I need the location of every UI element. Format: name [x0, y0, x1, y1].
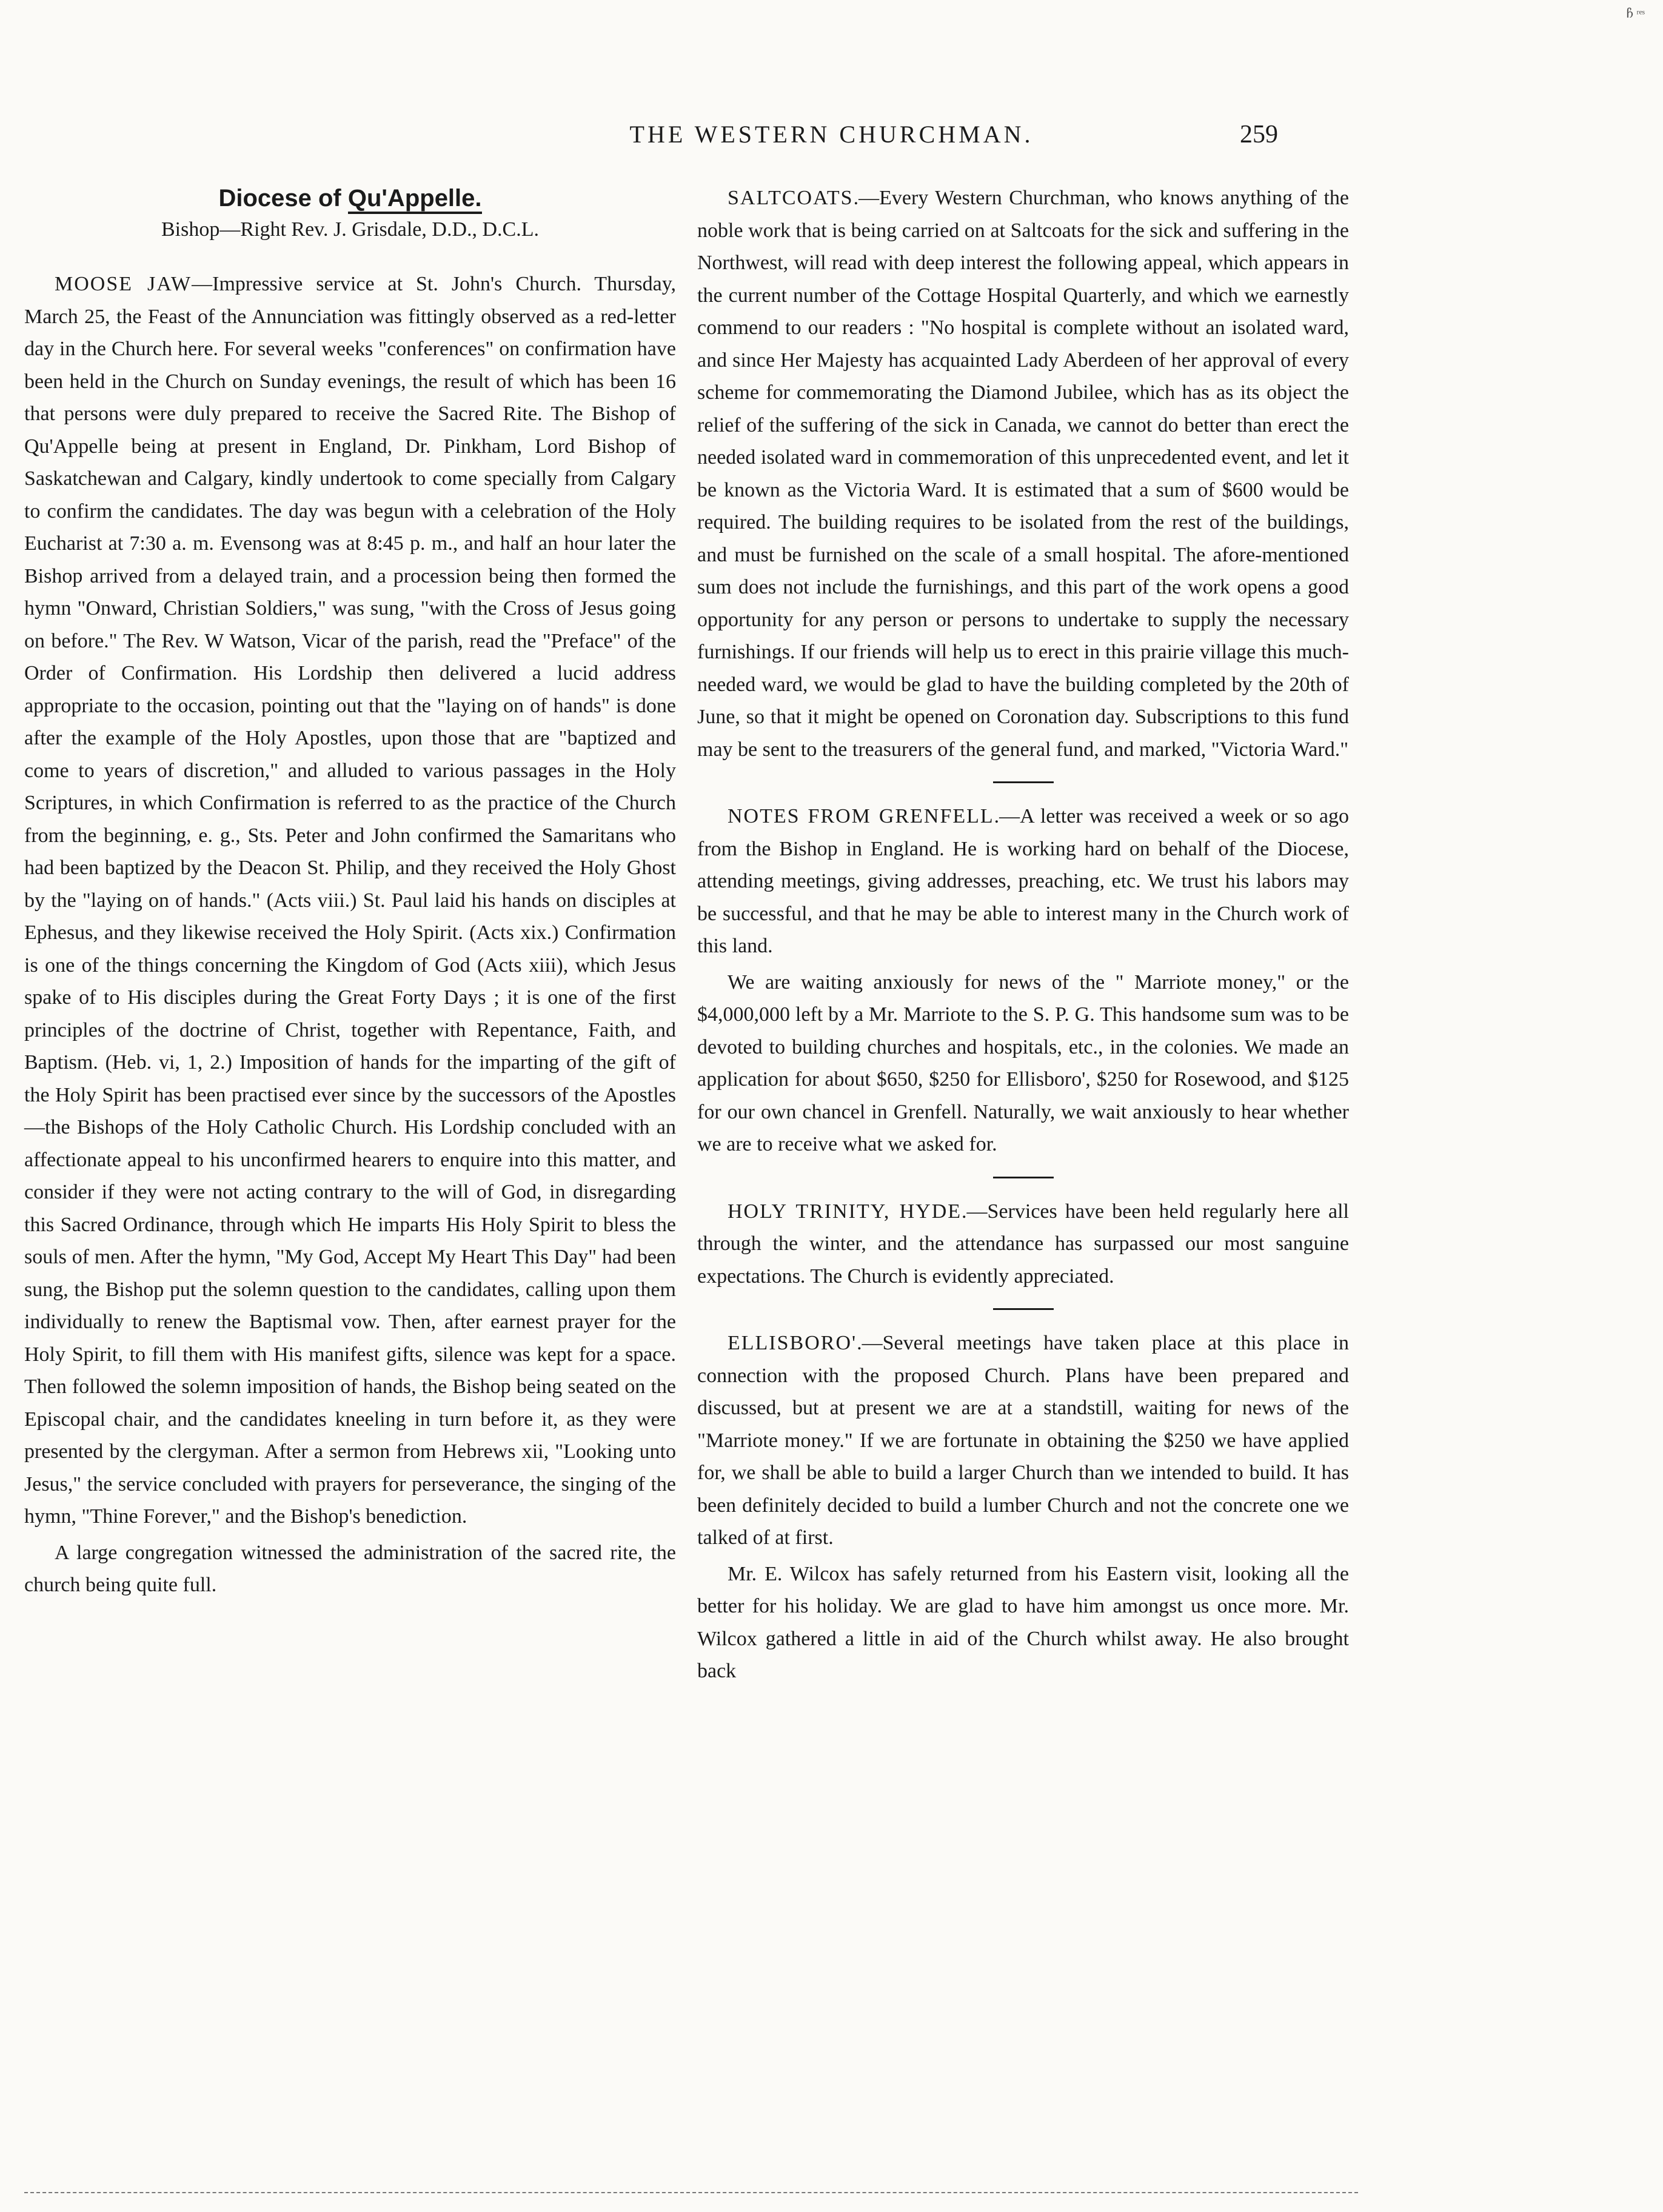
section-divider	[993, 781, 1054, 783]
page-bottom-edge	[24, 2192, 1358, 2193]
diocese-name: Qu'Appelle.	[348, 185, 482, 214]
article-moose-jaw-body: —Impressive service at St. John's Church. Thursday, March 25, the Feast of the Annunciation was fittingly observed as a red-letter day in the Church here. For several weeks "conferences" on confirmation have been held in the Church on Sunday evenings, the result of which has been 16 that persons were duly prepared to receive the Sacred Rite. The Bishop of Qu'Appelle being at present in England, Dr. Pinkham, Lord Bishop of Saskatchewan and Calgary, kindly undertook to come specially from Calgary to confirm the candidates. The day was begun with a celebration of the Holy Eucharist at 7:30 a. m. Evensong was at 8:45 p. m., and half an hour later the Bishop arrived from a delayed train, and a procession being then formed the hymn "Onward, Christian Soldiers," was sung, "with the Cross of Jesus going on before." The Rev. W Watson, Vicar of the parish, read the "Preface" of the Order of Confirmation. His Lordship then delivered a lucid address appropriate to the occasion, pointing out that the "laying on of hands" is done after the example of the Holy Apostles, upon those that are "baptized and come to years of discretion," and alluded to various passages in the Holy Scriptures, in which Confirmation is referred to as the practice of the Church from the beginning, e. g., Sts. Peter and John confirmed the Samaritans who had been baptized by the Deacon St. Philip, and they received the Holy Ghost by the "laying on of hands." (Acts viii.) St. Paul laid his hands on disciples at Ephesus, and they likewise received the Holy Spirit. (Acts xix.) Confirmation is one of the things concerning the Kingdom of God (Acts xiii), which Jesus spake of to His disciples during the Great Forty Days ; it is one of the first principles of the doctrine of Christ, together with Repentance, Faith, and Baptism. (Heb. vi, 1, 2.) Imposition of hands for the imparting of the gift of the Holy Spirit has been practised ever since by the successors of the Apostles—the Bishops of the Holy Catholic Church. His Lordship concluded with an affectionate appeal to his unconfirmed hearers to enquire into this matter, and consider if they were not acting contrary to the will of God, in disregarding this Sacred Ordinance, through which He imparts His Holy Spirit to bless the souls of men. After the hymn, "My God, Accept My Heart This Day" had been sung, the Bishop put the solemn question to the candidates, calling upon them individually to renew the Baptismal vow. Then, after earnest prayer for the Holy Spirit, to fill them with His manifest gifts, silence was kept for a space. Then followed the solemn imposition of hands, the Bishop being seated on the Episcopal chair, and the candidates kneeling in turn before it, as they were presented by the clergyman. After a sermon from Hebrews xii, "Looking unto Jesus," the service concluded with prayers for perseverance, the singing of the hymn, "Thine Forever," and the Bishop's benediction.	[24, 273, 677, 1528]
right-column	[697, 182, 1349, 1691]
article-wilcox: Mr. E. Wilcox has safely returned from his Eastern visit, looking all the better for his holiday. We are glad to have him amongst us once more. Mr. Wilcox gathered a little in aid of the Church whilst away. He also brought back	[697, 1562, 1349, 1682]
article-saltcoats-body: .—Every Western Churchman, who knows anything of the noble work that is being carried on at Saltcoats for the sick and suffering in the Northwest, will read with deep interest the following appeal, which appears in the current number of the Cottage Hospital Quarterly, and which we earnestly commend to our readers : "No hospital is complete without an isolated ward, and since Her Majesty has acquainted Lady Aberdeen of her approval of every scheme for commemorating the Diamond Jubilee, which has as its object the relief of the suffering of the sick in Canada, we cannot do better than erect the needed isolated ward in commemoration of this unprecedented event, and let it be known as the Victoria Ward. It is estimated that a sum of $600 would be required. The building requires to be isolated from the rest of the buildings, and must be furnished on the scale of a small hospital. The afore-mentioned sum does not include the furnishings, and this part of the work opens a good opportunity for any person or persons to undertake to supply the necessary furnishings. If our friends will help us to erect in this prairie village this much-needed ward, we would be glad to have the building completed by the 20th of June, so that it might be opened on Coronation day. Subscriptions to this fund may be sent to the treasurers of the general fund, and marked, "Victoria Ward."	[697, 187, 1349, 761]
article-grenfell-continued: We are waiting anxiously for news of the " Marriote money," or the $4,000,000 left by a Mr. Marriote to the S. P. G. This handsome sum was to be devoted to building churches and hospitals, etc., in the colonies. We made an application for about $650, $250 for Ellisboro', $250 for Rosewood, and $125 for our own chancel in Grenfell. Naturally, we wait anxiously to hear whether we are to receive what we asked for.	[697, 971, 1349, 1155]
article-hyde	[697, 1195, 1349, 1293]
article-hyde-lead: HOLY TRINITY, HYDE	[728, 1200, 962, 1223]
section-divider	[993, 1308, 1054, 1310]
left-column	[24, 182, 676, 1605]
diocese-title-prefix: Diocese of	[218, 185, 348, 212]
running-title: THE WESTERN CHURCHMAN.	[629, 121, 1034, 148]
article-moose-jaw	[24, 268, 676, 1533]
margin-mark: ჩ ʳᵉˢ	[1626, 7, 1645, 21]
diocese-title	[24, 182, 676, 215]
congregation-paragraph: A large congregation witnessed the administration of the sacred rite, the church being quite full.	[24, 1541, 676, 1596]
page-number: 259	[1240, 121, 1278, 149]
article-ellisboro	[697, 1327, 1349, 1554]
bishop-line: Bishop—Right Rev. J. Grisdale, D.D., D.C.L.	[161, 218, 539, 241]
article-grenfell-body: .—A letter was received a week or so ago from the Bishop in England. He is working hard on behalf of the Diocese, attending meetings, giving addresses, preaching, etc. We trust his labors may be successful, and that he may be able to interest many in the Church work of this land.	[697, 805, 1349, 957]
page-header	[0, 120, 1663, 156]
article-saltcoats	[697, 182, 1349, 766]
article-hyde-body: .—Services have been held regularly here all through the winter, and the attendance has surpassed our most sanguine expectations. The Church is evidently appreciated.	[697, 1200, 1349, 1288]
article-ellisboro-lead: ELLISBORO'	[728, 1332, 857, 1354]
article-saltcoats-lead: SALTCOATS	[728, 187, 854, 209]
article-grenfell	[697, 800, 1349, 963]
section-divider	[993, 1177, 1054, 1178]
article-moose-jaw-lead: MOOSE JAW	[55, 273, 192, 295]
article-ellisboro-body: .—Several meetings have taken place at this place in connection with the proposed Church. Plans have been prepared and discussed, but at present we are at a standstill, waiting for news of the "Marriote money." If we are fortunate in obtaining the $250 we have applied for, we shall be able to build a larger Church than we intended to build. It has been definitely decided to build a lumber Church and not the concrete one we talked of at first.	[697, 1332, 1349, 1549]
article-grenfell-lead: NOTES FROM GRENFELL	[728, 805, 994, 827]
